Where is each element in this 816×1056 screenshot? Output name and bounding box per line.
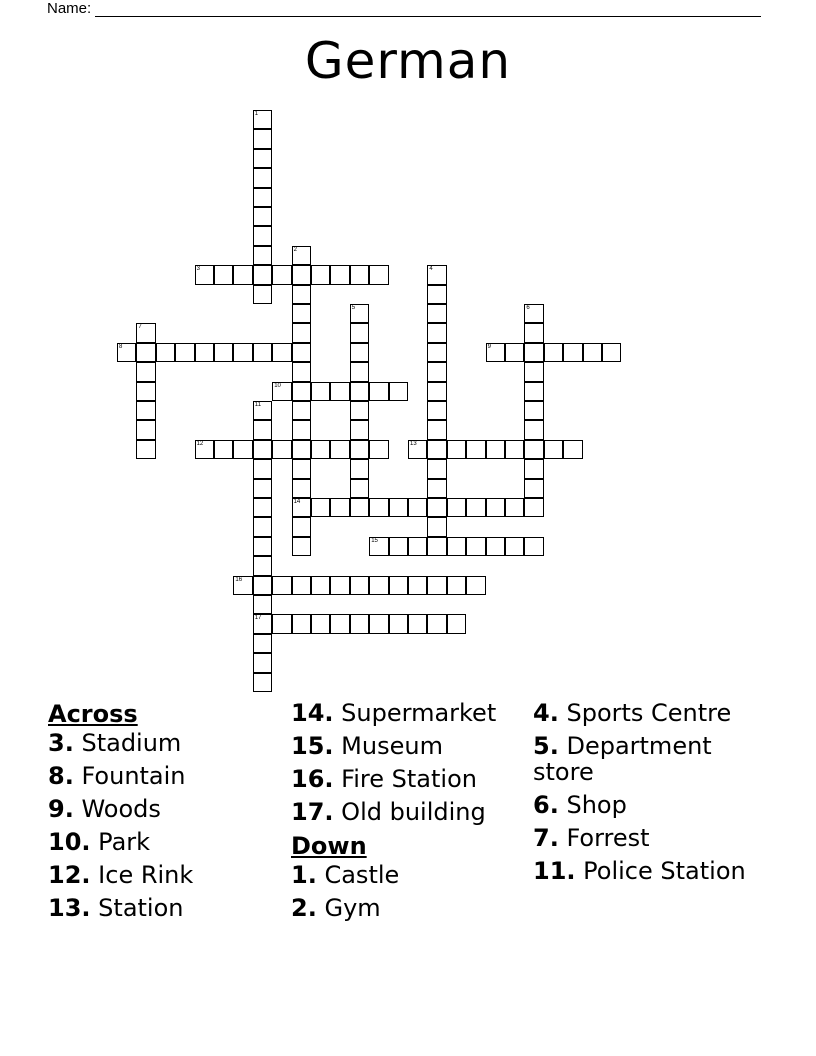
grid-cell[interactable] — [505, 537, 524, 556]
grid-cell[interactable] — [350, 323, 369, 342]
cell-number: 7 — [138, 324, 142, 331]
clue-column-1 — [48, 700, 288, 928]
clue-column-3 — [533, 700, 773, 891]
cell-number: 13 — [410, 440, 417, 447]
grid-cell[interactable] — [427, 343, 446, 362]
clue-down-5: 5. Department store — [533, 732, 712, 786]
grid-cell[interactable] — [253, 343, 272, 362]
grid-cell[interactable] — [389, 498, 408, 517]
grid-cell[interactable] — [466, 537, 485, 556]
grid-cell[interactable] — [253, 653, 272, 672]
grid-cell[interactable] — [524, 343, 543, 362]
cell-number: 14 — [293, 499, 301, 505]
grid-cell[interactable] — [408, 537, 427, 556]
clue-down-7: 7. Forrest — [533, 824, 650, 852]
grid-cell[interactable] — [408, 576, 427, 595]
grid-cell[interactable] — [427, 304, 446, 323]
clue-across-10: 10. Park — [48, 828, 151, 856]
grid-cell[interactable] — [253, 129, 272, 148]
grid-cell[interactable] — [350, 362, 369, 381]
grid-cell[interactable] — [544, 343, 563, 362]
cell-number: 6 — [526, 305, 530, 311]
grid-cell[interactable] — [253, 265, 272, 284]
grid-cell[interactable] — [369, 498, 388, 517]
cell-number: 17 — [254, 615, 262, 622]
grid-cell[interactable] — [486, 537, 505, 556]
grid-cell[interactable] — [427, 285, 446, 304]
cell-number: 2 — [293, 246, 297, 253]
grid-cell[interactable] — [233, 343, 252, 362]
grid-cell[interactable] — [292, 459, 311, 478]
cell-number: 9 — [487, 343, 491, 350]
grid-cell[interactable] — [350, 614, 369, 633]
grid-cell[interactable] — [389, 382, 408, 401]
grid-cell[interactable] — [292, 401, 311, 420]
clue-across-3: 3. Stadium — [48, 729, 182, 757]
grid-cell[interactable] — [253, 149, 272, 168]
page-title: German — [304, 32, 512, 90]
grid-cell[interactable] — [583, 343, 602, 362]
grid-cell[interactable] — [524, 498, 543, 517]
grid-cell[interactable] — [350, 576, 369, 595]
grid-cell[interactable] — [427, 382, 446, 401]
grid-cell[interactable] — [427, 498, 446, 517]
grid-cell[interactable] — [311, 382, 330, 401]
grid-cell[interactable] — [253, 498, 272, 517]
cell-number: 8 — [119, 343, 123, 350]
grid-cell[interactable] — [427, 537, 446, 556]
grid-cell[interactable] — [505, 498, 524, 517]
grid-cell[interactable] — [292, 343, 311, 362]
clue-down-6: 6. Shop — [533, 791, 627, 819]
cell-number: 12 — [196, 440, 204, 447]
grid-cell[interactable] — [292, 498, 311, 517]
grid-cell[interactable] — [233, 265, 252, 284]
grid-cell[interactable] — [156, 343, 175, 362]
grid-cell[interactable] — [253, 246, 272, 265]
grid-cell[interactable] — [253, 110, 272, 129]
clue-across-14: 14. Supermarket — [291, 699, 497, 727]
grid-cell[interactable] — [330, 440, 349, 459]
grid-cell[interactable] — [253, 576, 272, 595]
grid-cell[interactable] — [524, 479, 543, 498]
grid-cell[interactable] — [330, 265, 349, 284]
grid-cell[interactable] — [233, 576, 252, 595]
grid-cell[interactable] — [292, 614, 311, 633]
grid-cell[interactable] — [350, 343, 369, 362]
grid-cell[interactable] — [292, 285, 311, 304]
grid-cell[interactable] — [505, 440, 524, 459]
grid-cell[interactable] — [253, 207, 272, 226]
clue-across-8: 8. Fountain — [48, 762, 186, 790]
cell-number: 4 — [429, 266, 433, 273]
grid-cell[interactable] — [427, 517, 446, 536]
cell-number: 5 — [351, 305, 356, 311]
grid-cell[interactable] — [524, 440, 543, 459]
grid-cell[interactable] — [136, 420, 155, 439]
grid-cell[interactable] — [505, 343, 524, 362]
grid-cell[interactable] — [524, 304, 543, 323]
grid-cell[interactable] — [369, 440, 388, 459]
grid-cell[interactable] — [408, 498, 427, 517]
grid-cell[interactable] — [253, 420, 272, 439]
grid-cell[interactable] — [253, 673, 272, 692]
grid-cell[interactable] — [292, 576, 311, 595]
grid-cell[interactable] — [330, 382, 349, 401]
grid-cell[interactable] — [447, 576, 466, 595]
grid-cell[interactable] — [272, 576, 291, 595]
clue-across-15: 15. Museum — [291, 732, 443, 760]
grid-cell[interactable] — [524, 537, 543, 556]
grid-cell[interactable] — [272, 265, 291, 284]
grid-cell[interactable] — [447, 498, 466, 517]
grid-cell[interactable] — [466, 440, 485, 459]
grid-cell[interactable] — [369, 265, 388, 284]
grid-cell[interactable] — [330, 614, 349, 633]
grid-cell[interactable] — [389, 576, 408, 595]
grid-cell[interactable] — [447, 440, 466, 459]
grid-cell[interactable] — [447, 614, 466, 633]
grid-cell[interactable] — [524, 382, 543, 401]
grid-cell[interactable] — [136, 362, 155, 381]
down-heading: Down — [291, 832, 367, 860]
clue-down-1: 1. Castle — [291, 861, 400, 889]
grid-cell[interactable] — [292, 323, 311, 342]
grid-cell[interactable] — [214, 265, 233, 284]
grid-cell[interactable] — [214, 343, 233, 362]
grid-cell[interactable] — [272, 382, 291, 401]
across-heading: Across — [48, 700, 138, 728]
cell-number: 16 — [235, 576, 243, 583]
grid-cell[interactable] — [466, 576, 485, 595]
grid-cell[interactable] — [253, 285, 272, 304]
grid-cell[interactable] — [136, 323, 155, 342]
grid-cell[interactable] — [253, 595, 272, 614]
grid-cell[interactable] — [427, 265, 446, 284]
cell-number: 3 — [196, 266, 200, 273]
clue-down-11: 11. Police Station — [533, 857, 746, 885]
grid-cell[interactable] — [292, 265, 311, 284]
grid-cell[interactable] — [563, 440, 582, 459]
clue-across-16: 16. Fire Station — [291, 765, 477, 793]
grid-cell[interactable] — [524, 459, 543, 478]
clue-down-4: 4. Sports Centre — [533, 699, 732, 727]
grid-cell[interactable] — [524, 401, 543, 420]
grid-cell[interactable] — [136, 343, 155, 362]
clue-across-12: 12. Ice Rink — [48, 861, 194, 889]
grid-cell[interactable] — [311, 614, 330, 633]
grid-cell[interactable] — [427, 440, 446, 459]
grid-cell[interactable] — [253, 479, 272, 498]
grid-cell[interactable] — [544, 440, 563, 459]
grid-cell[interactable] — [486, 498, 505, 517]
grid-cell[interactable] — [195, 440, 214, 459]
grid-cell[interactable] — [136, 440, 155, 459]
grid-cell[interactable] — [524, 323, 543, 342]
grid-cell[interactable] — [136, 401, 155, 420]
grid-cell[interactable] — [350, 304, 369, 323]
clue-across-13: 13. Station — [48, 894, 184, 922]
grid-cell[interactable] — [427, 576, 446, 595]
clue-column-2 — [291, 700, 531, 928]
grid-cell[interactable] — [195, 343, 214, 362]
grid-cell[interactable] — [233, 440, 252, 459]
grid-cell[interactable] — [350, 382, 369, 401]
grid-cell[interactable] — [253, 401, 272, 420]
clue-across-17: 17. Old building — [291, 798, 486, 826]
grid-cell[interactable] — [389, 614, 408, 633]
grid-cell[interactable] — [292, 362, 311, 381]
grid-cell[interactable] — [292, 479, 311, 498]
grid-cell[interactable] — [466, 498, 485, 517]
grid-cell[interactable] — [175, 343, 194, 362]
grid-cell[interactable] — [350, 401, 369, 420]
grid-cell[interactable] — [117, 343, 136, 362]
grid-cell[interactable] — [427, 362, 446, 381]
grid-cell[interactable] — [292, 246, 311, 265]
grid-cell[interactable] — [311, 265, 330, 284]
name-label: Name: — [47, 0, 92, 17]
cell-number: 1 — [254, 111, 259, 117]
grid-cell[interactable] — [427, 401, 446, 420]
grid-cell[interactable] — [253, 614, 272, 633]
grid-cell[interactable] — [389, 537, 408, 556]
grid-cell[interactable] — [253, 459, 272, 478]
grid-cell[interactable] — [350, 420, 369, 439]
cell-number: 10 — [274, 382, 281, 389]
grid-cell[interactable] — [330, 498, 349, 517]
grid-cell[interactable] — [292, 420, 311, 439]
grid-cell[interactable] — [369, 614, 388, 633]
grid-cell[interactable] — [330, 576, 349, 595]
grid-cell[interactable] — [524, 362, 543, 381]
grid-cell[interactable] — [253, 634, 272, 653]
grid-cell[interactable] — [486, 343, 505, 362]
grid-cell[interactable] — [408, 614, 427, 633]
grid-cell[interactable] — [563, 343, 582, 362]
grid-cell[interactable] — [292, 517, 311, 536]
grid-cell[interactable] — [350, 265, 369, 284]
grid-cell[interactable] — [214, 440, 233, 459]
grid-cell[interactable] — [136, 382, 155, 401]
grid-cell[interactable] — [369, 537, 388, 556]
grid-cell[interactable] — [486, 440, 505, 459]
grid-cell[interactable] — [524, 420, 543, 439]
grid-cell[interactable] — [253, 226, 272, 245]
grid-cell[interactable] — [369, 382, 388, 401]
grid-cell[interactable] — [253, 517, 272, 536]
grid-cell[interactable] — [408, 440, 427, 459]
grid-cell[interactable] — [272, 343, 291, 362]
grid-cell[interactable] — [350, 459, 369, 478]
cell-number: 11 — [254, 402, 262, 408]
grid-cell[interactable] — [253, 188, 272, 207]
grid-cell[interactable] — [253, 440, 272, 459]
grid-cell[interactable] — [427, 323, 446, 342]
grid-cell[interactable] — [292, 537, 311, 556]
grid-cell[interactable] — [427, 420, 446, 439]
grid-cell[interactable] — [602, 343, 621, 362]
grid-cell[interactable] — [311, 498, 330, 517]
cell-number: 15 — [371, 537, 378, 544]
grid-cell[interactable] — [253, 556, 272, 575]
grid-cell[interactable] — [292, 304, 311, 323]
grid-cell[interactable] — [447, 537, 466, 556]
grid-cell[interactable] — [427, 459, 446, 478]
grid-cell[interactable] — [427, 614, 446, 633]
grid-cell[interactable] — [253, 168, 272, 187]
grid-cell[interactable] — [253, 537, 272, 556]
grid-cell[interactable] — [311, 440, 330, 459]
grid-cell[interactable] — [292, 440, 311, 459]
clue-across-9: 9. Woods — [48, 795, 161, 823]
grid-cell[interactable] — [350, 440, 369, 459]
clue-down-2: 2. Gym — [291, 894, 381, 922]
grid-cell[interactable] — [311, 576, 330, 595]
grid-cell[interactable] — [195, 265, 214, 284]
grid-cell[interactable] — [350, 498, 369, 517]
grid-cell[interactable] — [272, 440, 291, 459]
grid-cell[interactable] — [292, 382, 311, 401]
grid-cell[interactable] — [369, 576, 388, 595]
grid-cell[interactable] — [427, 479, 446, 498]
grid-cell[interactable] — [350, 479, 369, 498]
grid-cell[interactable] — [272, 614, 291, 633]
